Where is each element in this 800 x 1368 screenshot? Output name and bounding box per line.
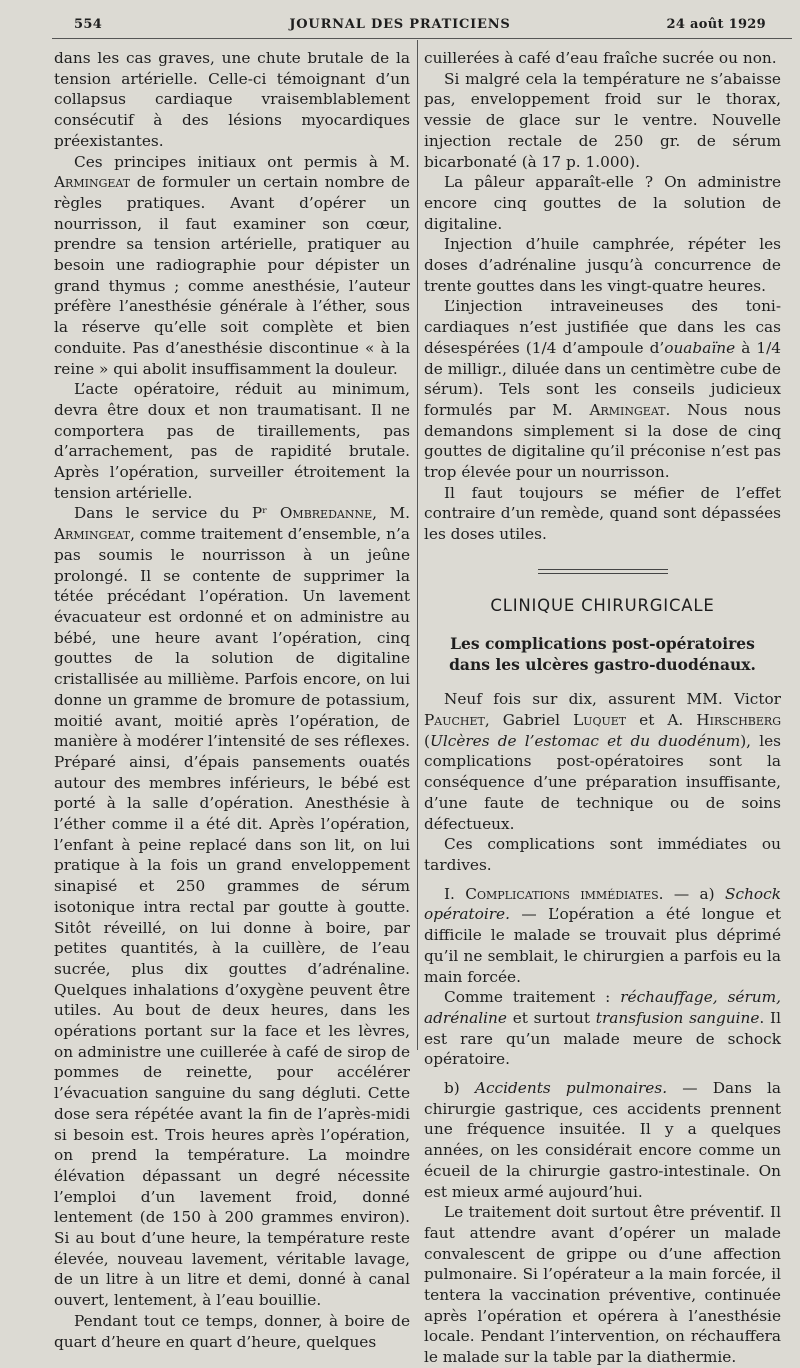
column-rule: [417, 40, 418, 1050]
paragraph: Comme traitement : réchauffage, sérum, adrénaline et surtout transfusion sanguine. Il est rare qu’un malade meure de schock opératoire.: [424, 988, 782, 1069]
paragraph: dans les cas graves, une chute brutale de la tension artérielle. Celle-ci témoignant d’un collapsus cardiaque vraisemblablement consécutif à des lésions myocardiques préexistantes.: [54, 49, 410, 150]
journal-title: JOURNAL DES PRATICIENS: [289, 17, 511, 32]
subsection-heading: I. Complications immédiates.: [444, 884, 664, 903]
paragraph: Dans le service du Pʳ Ombredanne, M. Armingeat, comme traitement d’ensemble, n’a pas soumis le nourrisson à un jeûne prolongé. Il se contente de supprimer la tétée précédant l’opération. Un lavement évacuateur est ordonné et on administre au bébé, une heure avant l’opération, cinq gouttes de la solution de digitaline cristallisée au millième. Parfois encore, on lui donne un gramme de bromure de potassium, moitié avant, moitié après l’opération, de manière à modérer l’intensité de ses réflexes. Préparé ainsi, d’épais pansements ouatés autour des membres inférieurs, le bébé est porté à la salle d’opération. Anesthésie à l’éther comme il a été dit. Après l’opération, l’enfant à peine replacé dans son lit, on lui pratique à la fois un grand enveloppement sinapisé et 250 grammes de sérum isotonique intra rectal par goutte à goutte. Sitôt réveillé, on lui donne à boire, par petites quantités, à la cuillère, de l’eau sucrée, plus dix gouttes d’adrénaline. Quelques inhalations d’oxygène peuvent être utiles. Au bout de deux heures, dans les opérations portant sur la face et les lèvres, on administre une cuillerée à café de sirop de pommes de reinette, pour accélérer l’évacuation sanguine du sang dégluti. Cette dose sera répétée avant la fin de l’après-midi si besoin est. Trois heures après l’opération, on prend la température. La moindre élévation dépassant un degré nécessite l’emploi d’un lavement froid, donné lentement (de 150 à 200 grammes environ). Si au bout d’une heure, la température reste élevée, nouveau lavement, véritable lavage, de un litre à un litre et demi, donné à canal ouvert, lentement, à l’eau bouillie.: [54, 504, 410, 1310]
paragraph: cuillerées à café d’eau fraîche sucrée ou non.: [424, 49, 777, 67]
paragraph: I. Complications immédiates. — a) Schock opératoire. — L’opération a été longue et difficile le malade se trouvait plus déprimé qu’il ne semblait, le chirurgien a parfois eu la main forcée.: [424, 884, 781, 986]
right-column: [424, 48, 781, 1368]
paragraph: L’acte opératoire, réduit au minimum, devra être doux et non traumatisant. Il ne comportera pas de tiraillements, pas d’arrachement, pas de rapidité brutale. Après l’opération, surveiller étroitement la tension artérielle.: [54, 380, 410, 502]
section-separator: [538, 569, 668, 575]
paragraph: Si malgré cela la température ne s’abaisse pas, enveloppement froid sur le thorax, vessie de glace sur le ventre. Nouvelle injection rectale de 250 gr. de sérum bicarbonaté (à 17 p. 1.000).: [424, 69, 781, 171]
issue-date: 24 août 1929: [666, 17, 766, 32]
author-name: Armingeat: [54, 525, 131, 544]
paragraph: Neuf fois sur dix, assurent MM. Victor Pauchet, Gabriel Luquet et A. Hirschberg (Ulcères de l’estomac et du duodénum), les complications post-opératoires sont la conséquence d’une préparation insuffisante, d’une faute de technique ou de soins défectueux.: [424, 690, 781, 833]
left-column: [54, 48, 410, 1352]
paragraph: Ces principes initiaux ont permis à M. Armingeat de formuler un certain nombre de règles pratiques. Avant d’opérer un nourrisson, il faut examiner son cœur, prendre sa tension artérielle, pratiquer au besoin une radiographie pour dépister un grand thymus ; comme anesthésie, l’auteur préfère l’anesthésie générale à l’éther, sous la réserve qu’elle soit complète et bien conduite. Pas d’anesthésie discontinue « à la reine » qui abolit insuffisamment la douleur.: [54, 152, 410, 378]
book-title: Ulcères de l’estomac et du duodénum: [429, 731, 741, 750]
paragraph: Le traitement doit surtout être préventif. Il faut attendre avant d’opérer un malade convalescent de grippe ou d’une affection pulmonaire. Si l’opérateur a la main forcée, il tentera la vaccination préventive, continuée après l’opération et opérera à l’anesthésie locale. Pendant l’intervention, on réchauffera le malade sur la table par la diathermie.: [424, 1203, 781, 1367]
page-number: 554: [74, 17, 103, 32]
author-name: Armingeat: [589, 400, 666, 419]
paragraph: L’injection intraveineuses des toni-cardiaques n’est justifiée que dans les cas désespérées (1/4 d’ampoule d’ouabaïne à 1/4 de milligr., diluée dans un centimètre cube de sérum). Tels sont les conseils judicieux formulés par M. Armingeat. Nous nous demandons simplement si la dose de cinq gouttes de digitaline qu’il préconise n’est pas trop élevée pour un nourrisson.: [424, 297, 781, 482]
section-rubric: CLINIQUE CHIRURGICALE: [490, 596, 715, 616]
paragraph: Il faut toujours se méfier de l’effet contraire d’un remède, quand sont dépassées les doses utiles.: [424, 483, 781, 544]
article-title: Les complications post-opératoires dans les ulcères gastro-duodénaux.: [449, 634, 756, 675]
header-rule: [52, 38, 792, 39]
paragraph: La pâleur apparaît-elle ? On administre encore cinq gouttes de la solution de digitaline.: [424, 173, 781, 233]
author-name: Armingeat: [54, 173, 131, 192]
paragraph: b) Accidents pulmonaires. — Dans la chirurgie gastrique, ces accidents prennent une fréquence insuitée. Il y a quelques années, on les considérait encore comme un écueil de la chirurgie gastro-intestinale. On est mieux armé aujourd’hui.: [424, 1079, 781, 1201]
paragraph: Pendant tout ce temps, donner, à boire de quart d’heure en quart d’heure, quelques: [54, 1311, 410, 1351]
paragraph: Injection d’huile camphrée, répéter les doses d’adrénaline jusqu’à concurrence de trente gouttes dans les vingt-quatre heures.: [424, 235, 781, 295]
author-name: Ombredanne: [279, 504, 373, 523]
paragraph: Ces complications sont immédiates ou tardives.: [424, 835, 781, 874]
